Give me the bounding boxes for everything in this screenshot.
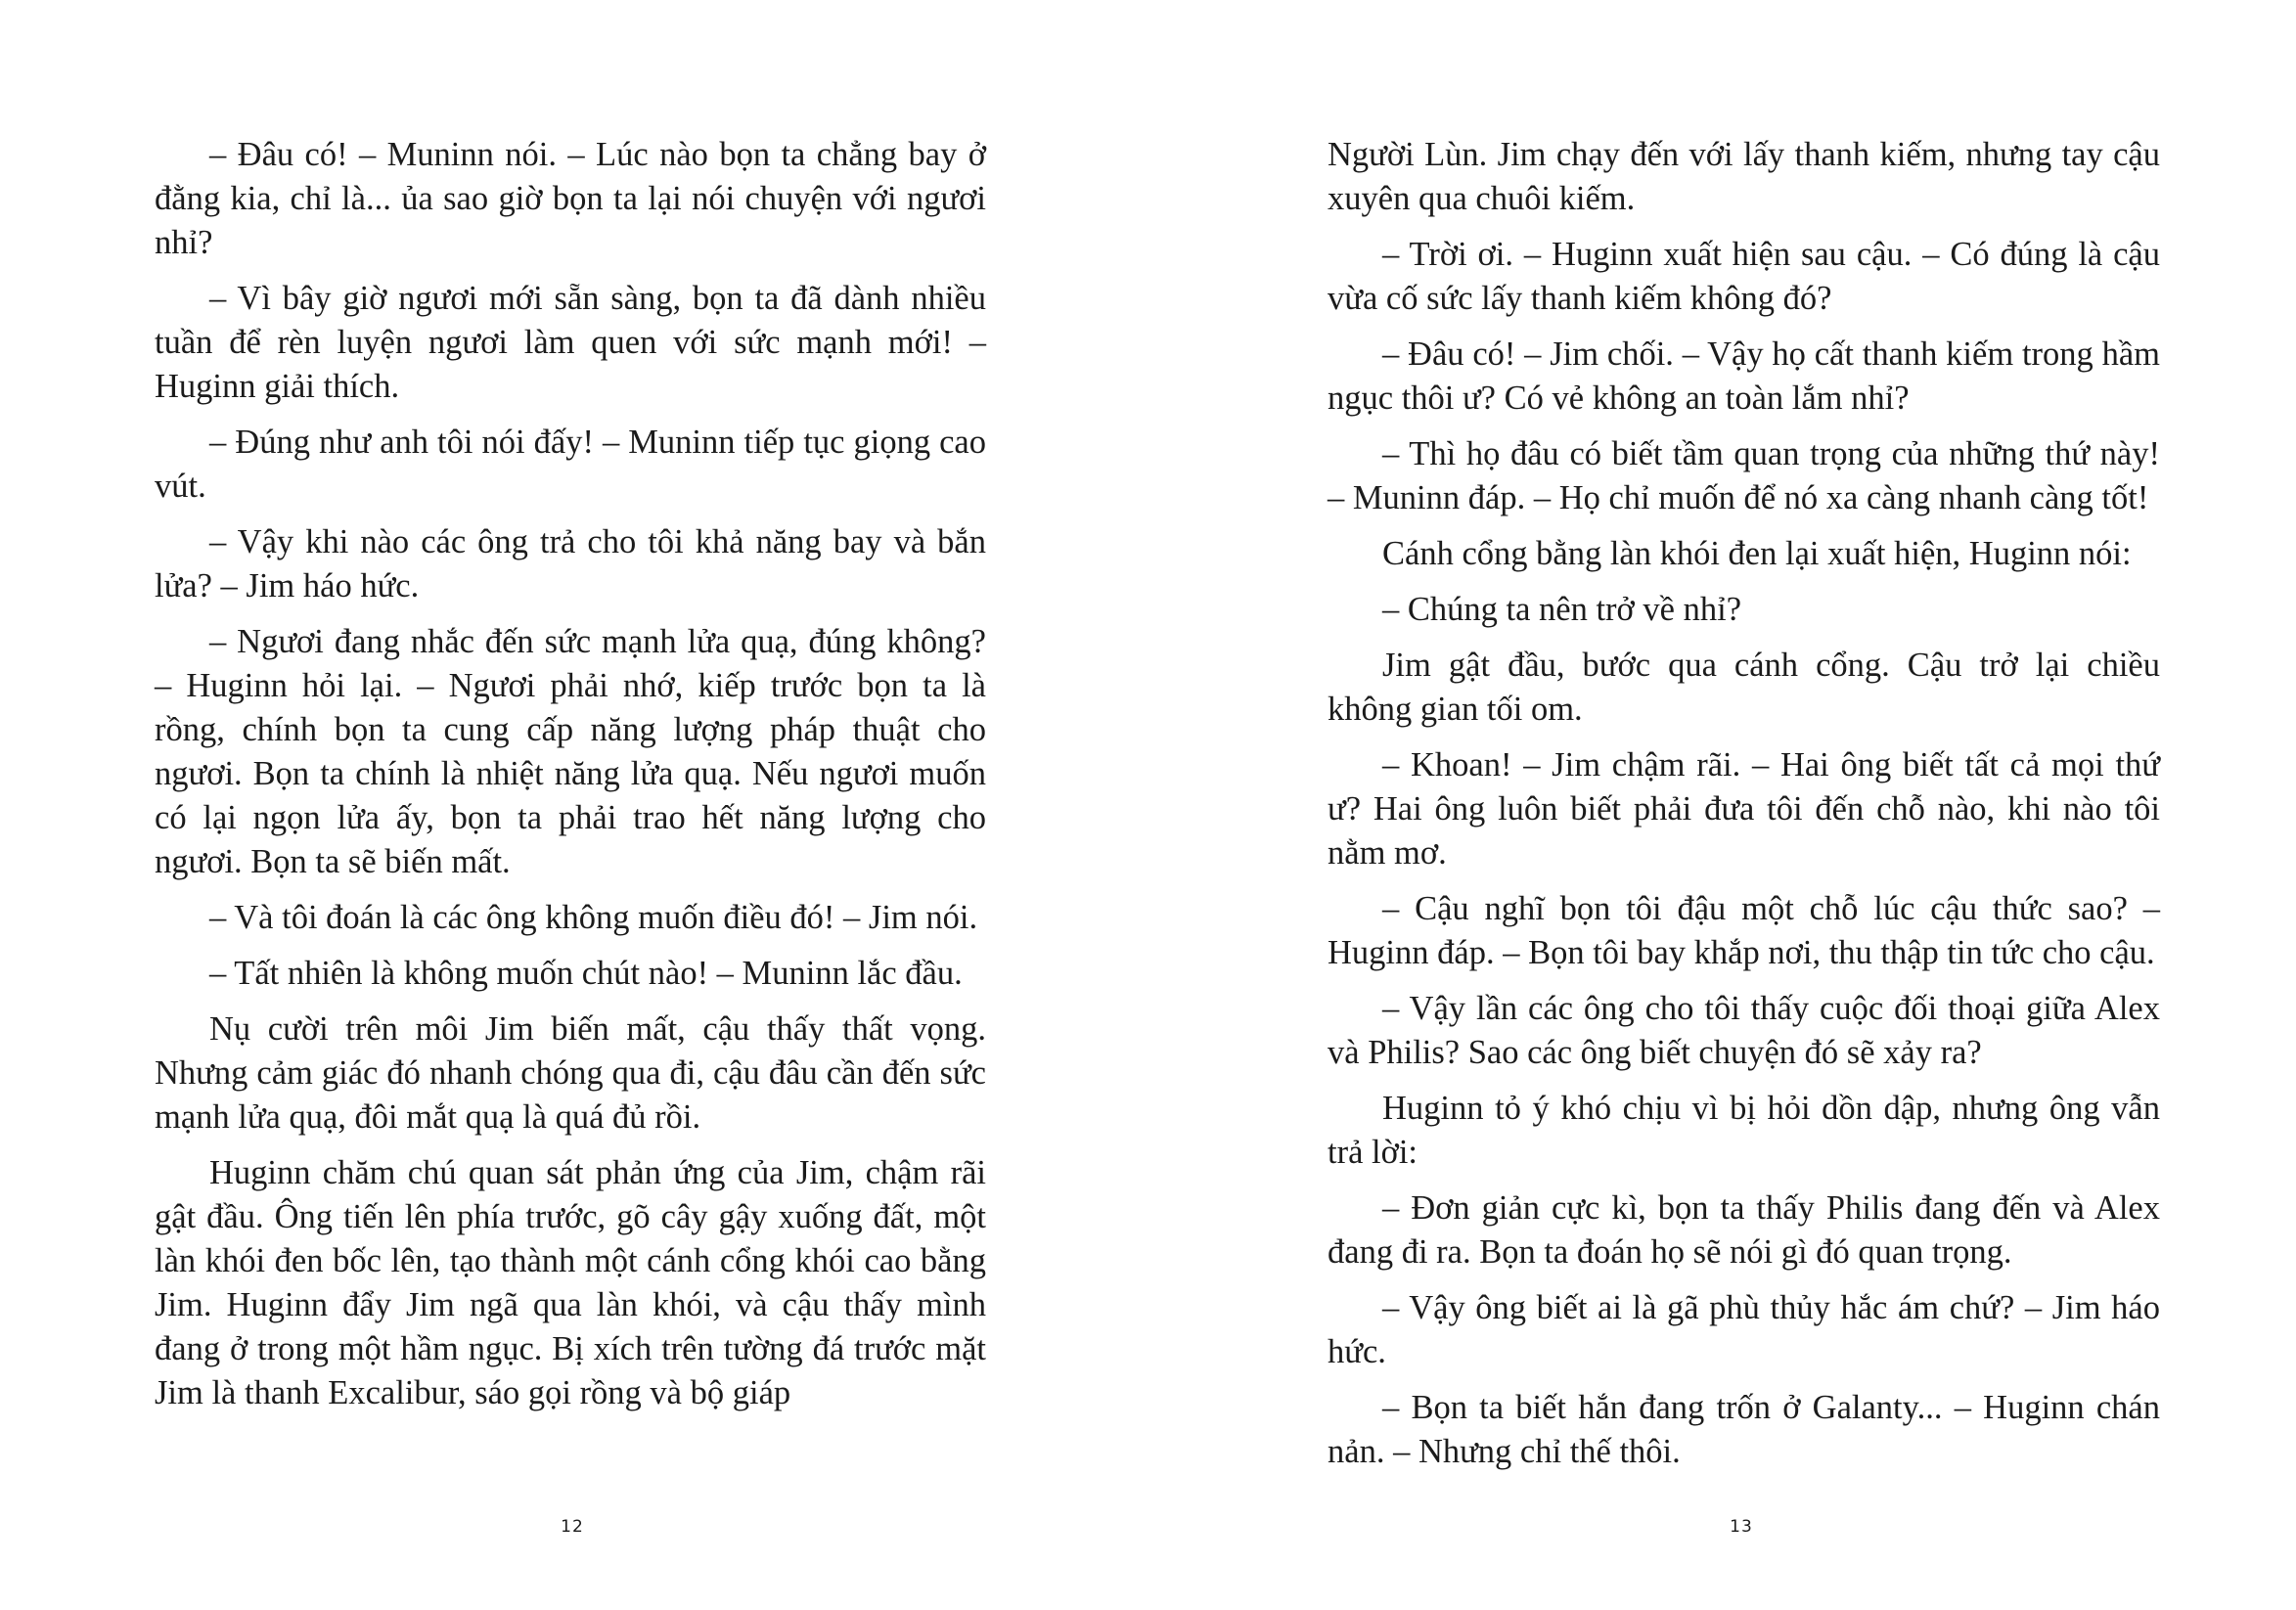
paragraph: – Vậy ông biết ai là gã phù thủy hắc ám chứ? – Jim háo hức. — [1328, 1289, 2160, 1370]
right-page — [1328, 133, 2160, 1486]
paragraph: Huginn chăm chú quan sát phản ứng của Jim, chậm rãi gật đầu. Ông tiến lên phía trước, gõ cây gậy xuống đất, một làn khói đen bốc lên, tạo thành một cánh cổng khói cao bằng Jim. Huginn đẩy Jim ngã qua làn khói, và cậu thấy mình đang ở trong một hầm ngục. Bị xích trên tường đá trước mặt Jim là thanh Excalibur, sáo gọi rồng và bộ giáp — [155, 1154, 986, 1411]
paragraph: Jim gật đầu, bước qua cánh cổng. Cậu trở lại chiều không gian tối om. — [1328, 647, 2160, 728]
paragraph: – Đâu có! – Jim chối. – Vậy họ cất thanh kiếm trong hầm ngục thôi ư? Có vẻ không an toàn lắm nhỉ? — [1328, 335, 2160, 417]
paragraph: Huginn tỏ ý khó chịu vì bị hỏi dồn dập, nhưng ông vẫn trả lời: — [1328, 1090, 2160, 1171]
paragraph: Cánh cổng bằng làn khói đen lại xuất hiện, Huginn nói: — [1382, 535, 2132, 572]
paragraph: – Trời ơi. – Huginn xuất hiện sau cậu. – Có đúng là cậu vừa cố sức lấy thanh kiếm không đó? — [1328, 236, 2160, 317]
page-number: 12 — [561, 1517, 584, 1537]
paragraph: – Chúng ta nên trở về nhỉ? — [1382, 591, 1742, 628]
paragraph: – Và tôi đoán là các ông không muốn điều đó! – Jim nói. — [209, 899, 978, 936]
paragraph: – Tất nhiên là không muốn chút nào! – Muninn lắc đầu. — [209, 955, 963, 992]
paragraph: – Vậy lần các ông cho tôi thấy cuộc đối thoại giữa Alex và Philis? Sao các ông biết chuyện đó sẽ xảy ra? — [1328, 990, 2160, 1071]
left-page — [155, 133, 986, 1427]
page-number: 13 — [1730, 1517, 1753, 1537]
paragraph-continued: Người Lùn. Jim chạy đến với lấy thanh kiếm, nhưng tay cậu xuyên qua chuôi kiếm. — [1328, 136, 2160, 217]
paragraph: Nụ cười trên môi Jim biến mất, cậu thấy thất vọng. Nhưng cảm giác đó nhanh chóng qua đi, cậu đâu cần đến sức mạnh lửa quạ, đôi mắt quạ là quá đủ rồi. — [155, 1010, 986, 1136]
paragraph: – Ngươi đang nhắc đến sức mạnh lửa quạ, đúng không? – Huginn hỏi lại. – Ngươi phải nhớ, kiếp trước bọn ta là rồng, chính bọn ta cung cấp năng lượng pháp thuật cho ngươi. Bọn ta chính là nhiệt năng lửa quạ. Nếu ngươi muốn có lại ngọn lửa ấy, bọn ta phải trao hết năng lượng cho ngươi. Bọn ta sẽ biến mất. — [155, 623, 986, 880]
paragraph: – Đơn giản cực kì, bọn ta thấy Philis đang đến và Alex đang đi ra. Bọn ta đoán họ sẽ nói gì đó quan trọng. — [1328, 1189, 2160, 1271]
paragraph: – Đúng như anh tôi nói đấy! – Muninn tiếp tục giọng cao vút. — [155, 424, 986, 505]
paragraph: – Khoan! – Jim chậm rãi. – Hai ông biết tất cả mọi thứ ư? Hai ông luôn biết phải đưa tôi đến chỗ nào, khi nào tôi nằm mơ. — [1328, 746, 2160, 872]
paragraph: – Cậu nghĩ bọn tôi đậu một chỗ lúc cậu thức sao? – Huginn đáp. – Bọn tôi bay khắp nơi, thu thập tin tức cho cậu. — [1328, 890, 2160, 971]
paragraph: – Bọn ta biết hắn đang trốn ở Galanty... – Huginn chán nản. – Nhưng chỉ thế thôi. — [1328, 1389, 2160, 1470]
paragraph: – Vậy khi nào các ông trả cho tôi khả năng bay và bắn lửa? – Jim háo hức. — [155, 523, 986, 604]
paragraph: – Thì họ đâu có biết tầm quan trọng của những thứ này! – Muninn đáp. – Họ chỉ muốn để nó xa càng nhanh càng tốt! — [1328, 435, 2160, 516]
paragraph: – Vì bây giờ ngươi mới sẵn sàng, bọn ta đã dành nhiều tuần để rèn luyện ngươi làm quen với sức mạnh mới! – Huginn giải thích. — [155, 280, 986, 405]
paragraph: – Đâu có! – Muninn nói. – Lúc nào bọn ta chẳng bay ở đằng kia, chỉ là... ủa sao giờ bọn ta lại nói chuyện với ngươi nhỉ? — [155, 136, 986, 261]
